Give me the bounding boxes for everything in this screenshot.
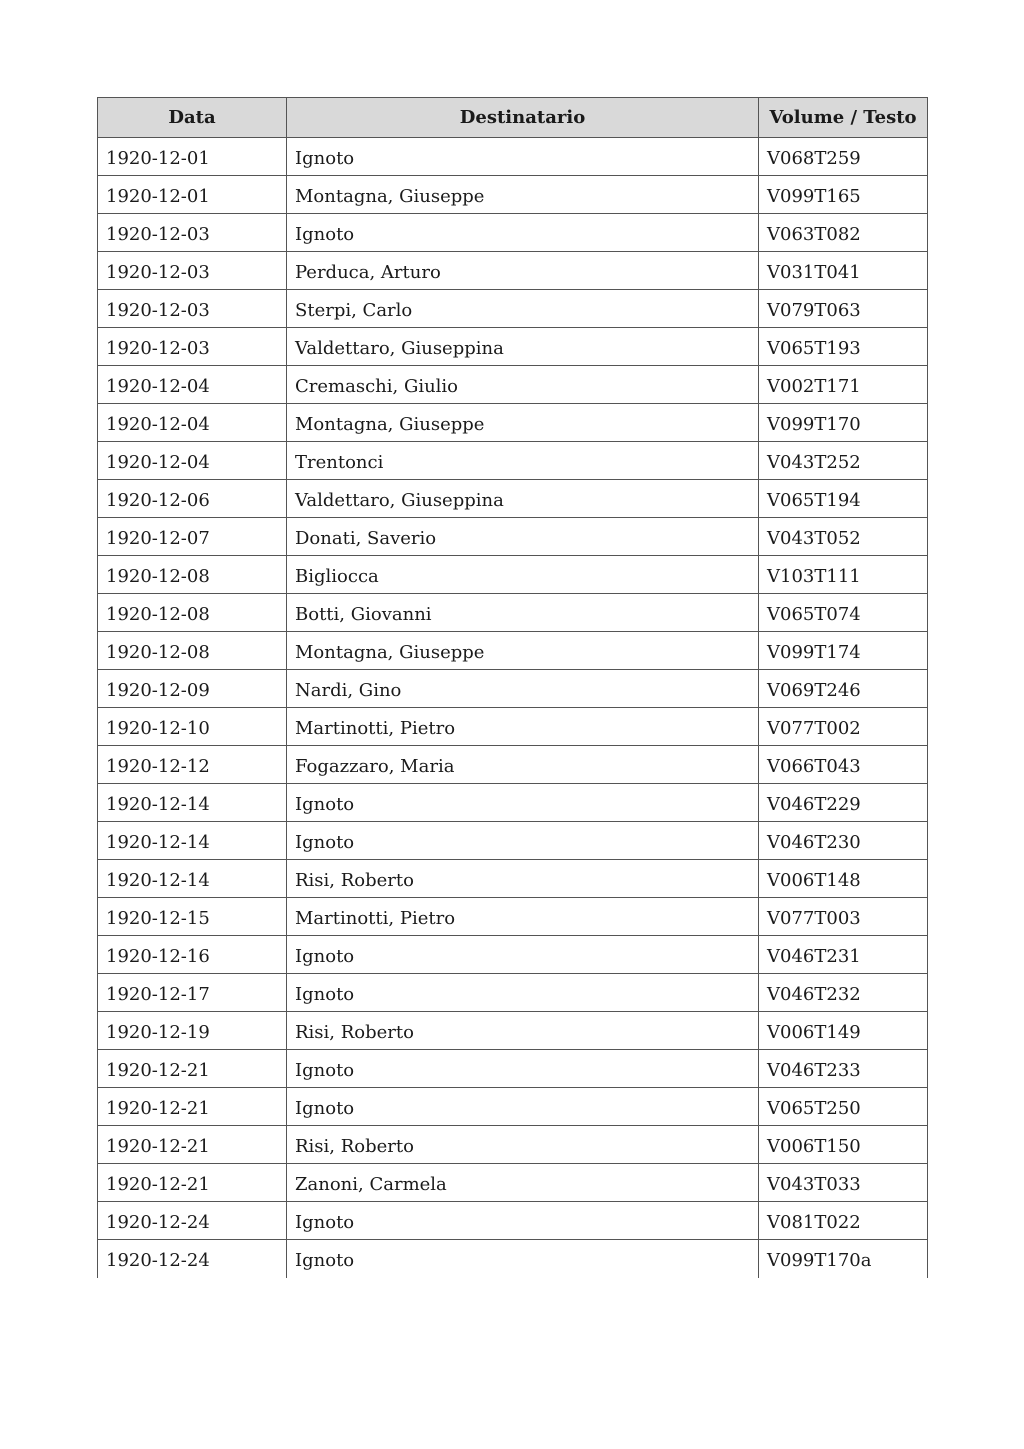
cell-volume: V081T022: [759, 1202, 928, 1240]
cell-recipient: Ignoto: [287, 822, 759, 860]
cell-date: 1920-12-03: [98, 290, 287, 328]
cell-date: 1920-12-21: [98, 1050, 287, 1088]
table-row: [98, 746, 928, 784]
cell-date: 1920-12-08: [98, 556, 287, 594]
table-row: [98, 632, 928, 670]
cell-recipient: Perduca, Arturo: [287, 252, 759, 290]
cell-volume: V063T082: [759, 214, 928, 252]
table-header: [98, 98, 928, 138]
table-row: [98, 1164, 928, 1202]
cell-recipient: Ignoto: [287, 1202, 759, 1240]
cell-date: 1920-12-08: [98, 632, 287, 670]
cell-volume: V077T002: [759, 708, 928, 746]
letters-table: [97, 97, 928, 1278]
table-row: [98, 290, 928, 328]
table-row: [98, 936, 928, 974]
cell-volume: V031T041: [759, 252, 928, 290]
cell-recipient: Ignoto: [287, 214, 759, 252]
cell-volume: V065T193: [759, 328, 928, 366]
cell-recipient: Ignoto: [287, 138, 759, 176]
cell-volume: V006T148: [759, 860, 928, 898]
cell-recipient: Ignoto: [287, 1050, 759, 1088]
cell-volume: V043T033: [759, 1164, 928, 1202]
table-row: [98, 1050, 928, 1088]
cell-date: 1920-12-08: [98, 594, 287, 632]
cell-date: 1920-12-03: [98, 252, 287, 290]
cell-recipient: Valdettaro, Giuseppina: [287, 480, 759, 518]
cell-date: 1920-12-16: [98, 936, 287, 974]
cell-date: 1920-12-04: [98, 366, 287, 404]
table-row: [98, 784, 928, 822]
cell-date: 1920-12-01: [98, 176, 287, 214]
table-row: [98, 822, 928, 860]
cell-volume: V043T252: [759, 442, 928, 480]
cell-recipient: Sterpi, Carlo: [287, 290, 759, 328]
cell-recipient: Botti, Giovanni: [287, 594, 759, 632]
table-row: [98, 670, 928, 708]
cell-date: 1920-12-12: [98, 746, 287, 784]
cell-volume: V066T043: [759, 746, 928, 784]
header-date: Data: [98, 98, 287, 138]
cell-volume: V046T233: [759, 1050, 928, 1088]
cell-date: 1920-12-06: [98, 480, 287, 518]
cell-date: 1920-12-21: [98, 1088, 287, 1126]
cell-recipient: Bigliocca: [287, 556, 759, 594]
cell-recipient: Cremaschi, Giulio: [287, 366, 759, 404]
cell-recipient: Ignoto: [287, 936, 759, 974]
table-row: [98, 366, 928, 404]
cell-volume: V006T150: [759, 1126, 928, 1164]
header-row: [98, 98, 928, 138]
cell-date: 1920-12-07: [98, 518, 287, 556]
table-row: [98, 176, 928, 214]
cell-date: 1920-12-04: [98, 404, 287, 442]
cell-date: 1920-12-19: [98, 1012, 287, 1050]
cell-recipient: Risi, Roberto: [287, 1012, 759, 1050]
cell-volume: V065T194: [759, 480, 928, 518]
cell-recipient: Montagna, Giuseppe: [287, 176, 759, 214]
table-row: [98, 1202, 928, 1240]
table-row: [98, 214, 928, 252]
cell-date: 1920-12-14: [98, 860, 287, 898]
cell-volume: V006T149: [759, 1012, 928, 1050]
table-row: [98, 138, 928, 176]
cell-volume: V065T250: [759, 1088, 928, 1126]
cell-volume: V046T231: [759, 936, 928, 974]
table-row: [98, 252, 928, 290]
cell-recipient: Valdettaro, Giuseppina: [287, 328, 759, 366]
table-body: [98, 138, 928, 1278]
table-row: [98, 1240, 928, 1278]
cell-date: 1920-12-03: [98, 214, 287, 252]
cell-volume: V046T229: [759, 784, 928, 822]
table-row: [98, 594, 928, 632]
cell-recipient: Ignoto: [287, 1240, 759, 1278]
cell-volume: V069T246: [759, 670, 928, 708]
cell-volume: V043T052: [759, 518, 928, 556]
cell-recipient: Montagna, Giuseppe: [287, 632, 759, 670]
header-recipient: Destinatario: [287, 98, 759, 138]
cell-date: 1920-12-01: [98, 138, 287, 176]
cell-volume: V099T170a: [759, 1240, 928, 1278]
cell-recipient: Fogazzaro, Maria: [287, 746, 759, 784]
cell-volume: V065T074: [759, 594, 928, 632]
cell-volume: V046T232: [759, 974, 928, 1012]
cell-volume: V077T003: [759, 898, 928, 936]
cell-date: 1920-12-15: [98, 898, 287, 936]
cell-volume: V046T230: [759, 822, 928, 860]
cell-recipient: Montagna, Giuseppe: [287, 404, 759, 442]
table-row: [98, 974, 928, 1012]
cell-date: 1920-12-21: [98, 1126, 287, 1164]
cell-recipient: Ignoto: [287, 784, 759, 822]
cell-date: 1920-12-03: [98, 328, 287, 366]
cell-volume: V079T063: [759, 290, 928, 328]
cell-recipient: Ignoto: [287, 1088, 759, 1126]
cell-recipient: Donati, Saverio: [287, 518, 759, 556]
table-row: [98, 328, 928, 366]
table-row: [98, 860, 928, 898]
cell-date: 1920-12-21: [98, 1164, 287, 1202]
cell-recipient: Zanoni, Carmela: [287, 1164, 759, 1202]
table-row: [98, 442, 928, 480]
cell-volume: V099T165: [759, 176, 928, 214]
table-row: [98, 1126, 928, 1164]
table-row: [98, 480, 928, 518]
cell-volume: V103T111: [759, 556, 928, 594]
cell-date: 1920-12-10: [98, 708, 287, 746]
cell-recipient: Risi, Roberto: [287, 1126, 759, 1164]
table-row: [98, 1012, 928, 1050]
header-volume: Volume / Testo: [759, 98, 928, 138]
cell-recipient: Nardi, Gino: [287, 670, 759, 708]
cell-date: 1920-12-04: [98, 442, 287, 480]
cell-recipient: Trentonci: [287, 442, 759, 480]
table-row: [98, 404, 928, 442]
cell-volume: V099T174: [759, 632, 928, 670]
cell-volume: V068T259: [759, 138, 928, 176]
cell-date: 1920-12-09: [98, 670, 287, 708]
cell-recipient: Risi, Roberto: [287, 860, 759, 898]
table-row: [98, 556, 928, 594]
cell-recipient: Martinotti, Pietro: [287, 708, 759, 746]
cell-recipient: Ignoto: [287, 974, 759, 1012]
table-row: [98, 518, 928, 556]
cell-date: 1920-12-17: [98, 974, 287, 1012]
table-row: [98, 1088, 928, 1126]
cell-date: 1920-12-24: [98, 1202, 287, 1240]
cell-date: 1920-12-24: [98, 1240, 287, 1278]
table-row: [98, 898, 928, 936]
cell-recipient: Martinotti, Pietro: [287, 898, 759, 936]
cell-date: 1920-12-14: [98, 784, 287, 822]
cell-volume: V002T171: [759, 366, 928, 404]
cell-volume: V099T170: [759, 404, 928, 442]
cell-date: 1920-12-14: [98, 822, 287, 860]
table-row: [98, 708, 928, 746]
